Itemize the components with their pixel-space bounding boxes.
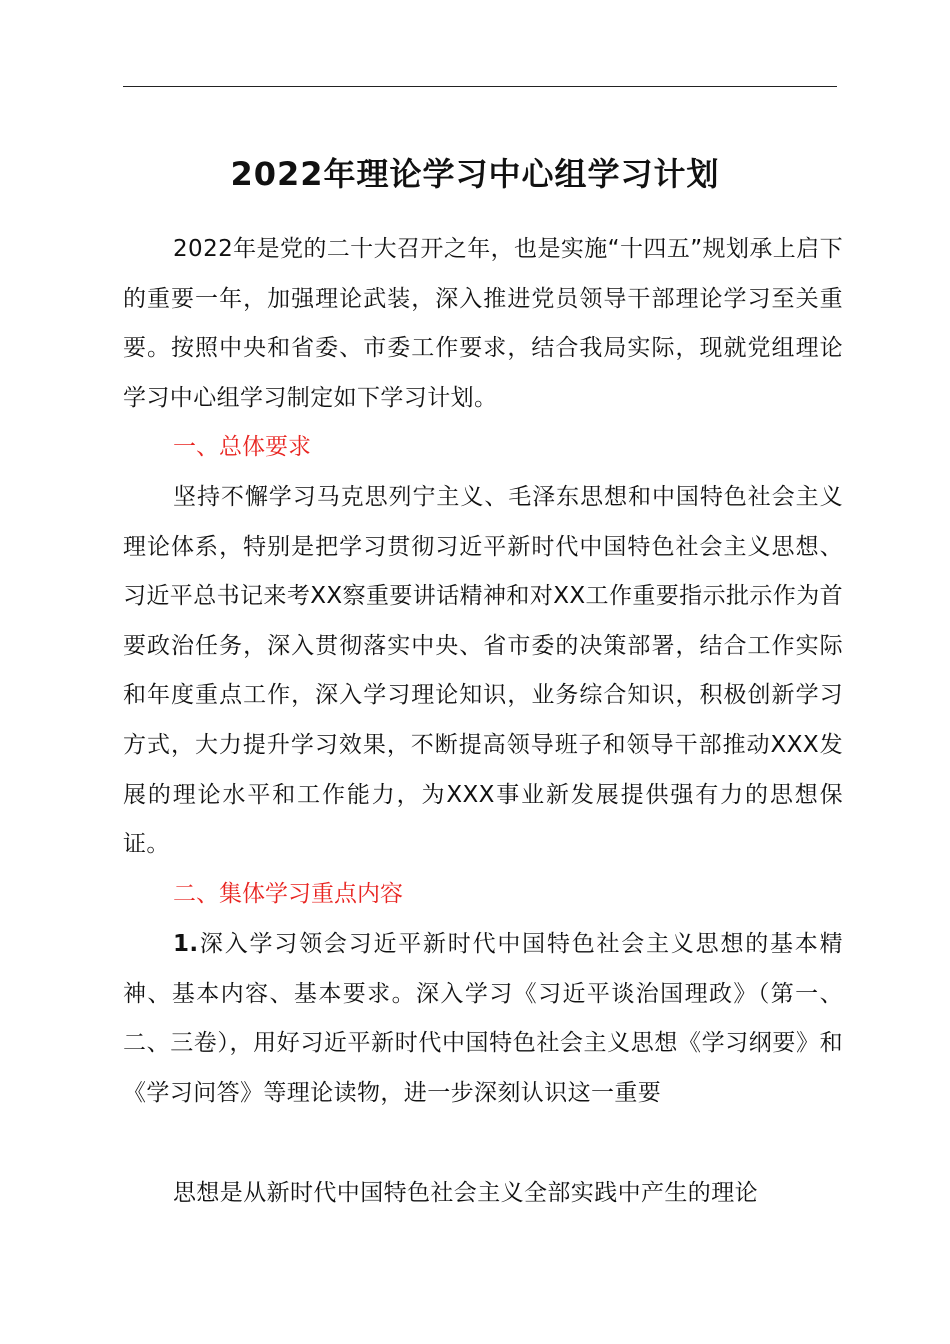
key-content-item-1	[123, 920, 843, 1118]
overall-requirements-paragraph: 坚持不懈学习马克思列宁主义、毛泽东思想和中国特色社会主义理论体系，特别是把学习贯彻习近平新时代中国特色社会主义思想、习近平总书记来考XX察重要讲话精神和对XX工作重要指示批示作为首要政治任务，深入贯彻落实中央、省市委的决策部署，结合工作实际和年度重点工作，深入学习理论知识，业务综合知识，积极创新学习方式，大力提升学习效果，不断提高领导班子和领导干部推动XXX发展的理论水平和工作能力，为XXX事业新发展提供强有力的思想保证。	[123, 484, 843, 858]
intro-paragraph: 2022年是党的二十大召开之年，也是实施“十四五”规划承上启下的重要一年，加强理论武装，深入推进党员领导干部理论学习至关重要。按照中央和省委、市委工作要求，结合我局实际，现就党组理论学习中心组学习制定如下学习计划。	[123, 236, 843, 411]
header-rule	[123, 86, 837, 87]
section-heading-overall-requirements: 一、总体要求	[173, 434, 311, 460]
continuation-paragraph: 思想是从新时代中国特色社会主义全部实践中产生的理论	[173, 1180, 758, 1206]
item-text: 深入学习领会习近平新时代中国特色社会主义思想的基本精神、基本内容、基本要求。深入学习《习近平谈治国理政》（第一、二、三卷），用好习近平新时代中国特色社会主义思想《学习纲要》和《学习问答》等理论读物，进一步深刻认识这一重要	[123, 931, 843, 1106]
document-title: 2022年理论学习中心组学习计划	[230, 155, 720, 193]
item-number: 1.	[173, 931, 199, 957]
section-heading-key-content: 二、集体学习重点内容	[173, 881, 403, 907]
